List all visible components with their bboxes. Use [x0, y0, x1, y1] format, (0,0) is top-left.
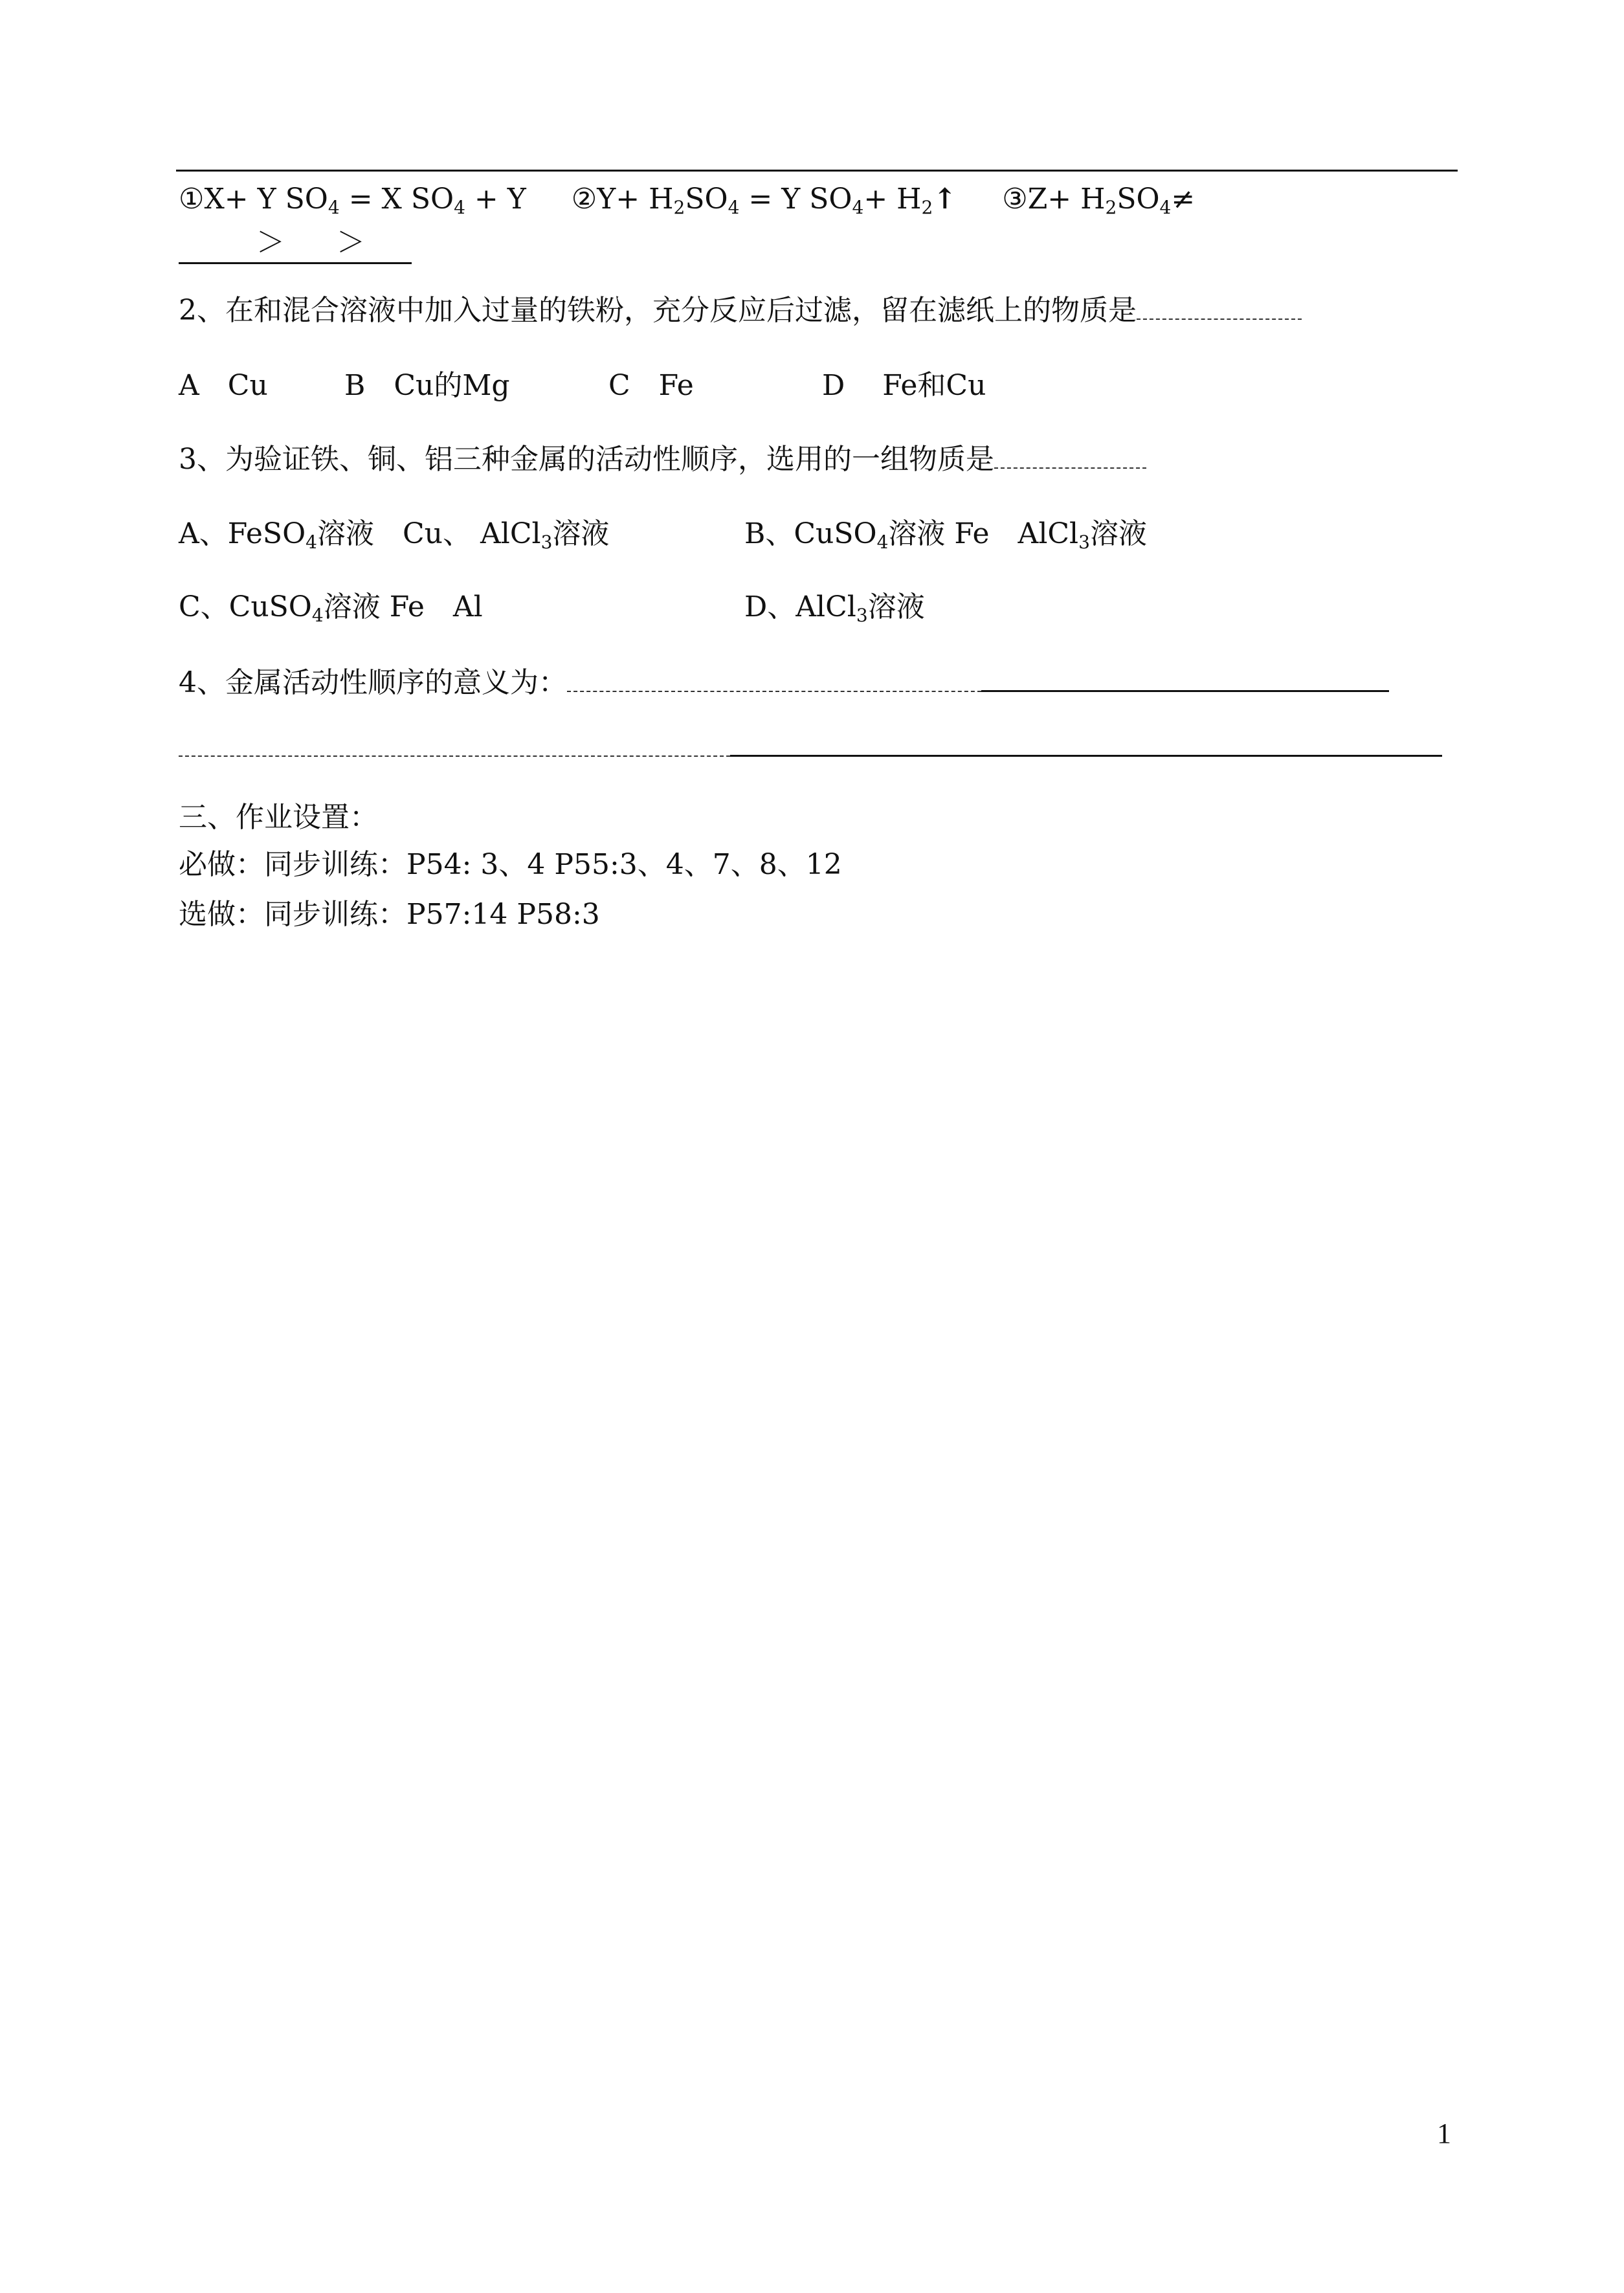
- eq3: ③Z+ $H_2SO_4\ne$: [1002, 183, 1196, 218]
- q4-answer-blank-2-solid[interactable]: [730, 729, 1442, 757]
- homework-optional: 选做：同步训练：P57:14 P58:3: [179, 898, 600, 931]
- homework-title: 三、作业设置：: [179, 801, 378, 834]
- q1-equations: [179, 180, 1195, 219]
- gt-sign-2: ＞: [337, 226, 365, 259]
- q4-answer-blank-dashed[interactable]: [567, 665, 981, 692]
- q2-options: [179, 366, 986, 405]
- q3-option-d: D、AlCl$_3$溶液: [744, 590, 925, 626]
- eq2: ②Y+ $H_2SO_4 = Y$ $SO_4+$ $H_2↑$: [571, 183, 957, 218]
- up-arrow-icon: ↑: [933, 183, 957, 216]
- q3-option-b: B、CuSO$_4$溶液 Fe AlCl$_3$溶液: [744, 517, 1147, 553]
- q2-answer-blank[interactable]: [1137, 293, 1302, 320]
- q2-option-d: D Fe和Cu: [822, 369, 986, 402]
- q3-answer-blank[interactable]: [994, 442, 1146, 469]
- page-number: 1: [1437, 2118, 1451, 2149]
- q3-question: 3、为验证铁、铜、铝三种金属的活动性顺序，选用的一组物质是: [179, 440, 1146, 479]
- q2-option-b: B Cu的Mg: [344, 369, 510, 402]
- eq1: ①X+ Y $SO_4 = X$ $SO_4 + Y$: [179, 183, 526, 218]
- q2-question: 2、在和混合溶液中加入过量的铁粉，充分反应后过滤，留在滤纸上的物质是: [179, 291, 1302, 330]
- q1-answer: [179, 223, 412, 264]
- q3-option-c: C、CuSO$_4$溶液 Fe Al: [179, 590, 483, 626]
- homework-required: 必做：同步训练：P54: 3、4 P55:3、4、7、8、12: [179, 848, 842, 881]
- gt-sign-1: ＞: [256, 226, 285, 259]
- q2-option-a: A Cu: [179, 369, 268, 402]
- q2-option-c: C Fe: [608, 369, 694, 402]
- q3-options-ab: [179, 515, 1147, 554]
- q4-answer-blank-2-dashed[interactable]: [179, 730, 730, 757]
- q4-answer-blank-solid[interactable]: [981, 664, 1389, 692]
- q4-question: 4、金属活动性顺序的意义为：: [179, 664, 1389, 702]
- q4-answer-line-2: [179, 728, 1442, 767]
- q3-option-a: A、FeSO$_4$溶液 Cu、 AlCl$_3$溶液: [179, 517, 610, 553]
- q3-options-cd: [179, 588, 925, 627]
- top-rule: [176, 170, 1458, 172]
